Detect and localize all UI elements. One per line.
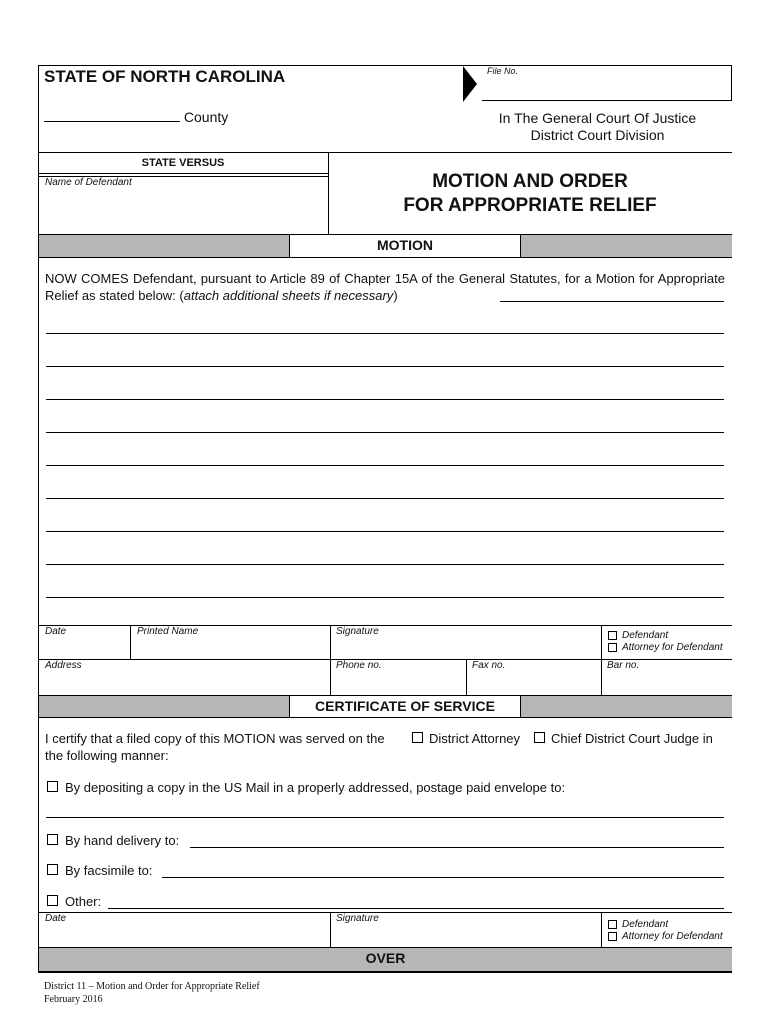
motion-line[interactable] xyxy=(46,564,724,565)
footer-line-2: February 2016 xyxy=(44,994,103,1005)
printed-name-label: Printed Name xyxy=(137,626,199,637)
right-border-top xyxy=(731,65,732,101)
court-info xyxy=(470,110,725,144)
form-title xyxy=(329,170,731,218)
defendant-name-field[interactable] xyxy=(40,188,326,232)
district-attorney-checkbox[interactable] xyxy=(412,732,423,743)
motion-defendant-checkbox[interactable] xyxy=(608,631,617,640)
state-title: STATE OF NORTH CAROLINA xyxy=(44,67,286,86)
cert-bar-div-r xyxy=(520,695,521,718)
cert-intro: I certify that a filed copy of this MOTION was served on the xyxy=(45,731,385,746)
cert-manner: the following manner: xyxy=(45,748,169,763)
state-versus: STATE VERSUS xyxy=(141,157,225,169)
hand-delivery-label: By hand delivery to: xyxy=(65,833,180,848)
cert-fields-top xyxy=(38,912,732,913)
motion-line[interactable] xyxy=(46,531,724,532)
cert-bar-left-shade xyxy=(39,696,289,717)
mail-label: By depositing a copy in the US Mail in a properly addressed, postage paid envelope to: xyxy=(65,780,566,795)
over-label: OVER xyxy=(365,950,406,966)
county-field[interactable] xyxy=(44,108,228,125)
cert-bar-bottom xyxy=(38,717,732,718)
hand-delivery-line[interactable] xyxy=(190,847,724,848)
div-sig-role xyxy=(601,625,602,695)
motion-first-line[interactable] xyxy=(500,301,724,302)
div-name-sig xyxy=(330,625,331,695)
motion-bar-div-r xyxy=(520,234,521,258)
other-label: Other: xyxy=(65,894,102,909)
footer xyxy=(44,980,260,1006)
court-line-1: In The General Court Of Justice xyxy=(498,110,697,126)
motion-line[interactable] xyxy=(46,498,724,499)
defendant-name-label: Name of Defendant xyxy=(45,177,132,188)
motion-defendant-label: Defendant xyxy=(622,630,669,641)
cert-date-label: Date xyxy=(45,913,67,924)
motion-body: NOW COMES Defendant, pursuant to Article 89 of Chapter 15A of the General Statutes, for a Motion for Appropriate Relief as stated below: (attach additional sheets if necessary) xyxy=(45,271,725,303)
top-border xyxy=(38,65,732,66)
footer-line-1: District 11 – Motion and Order for Appropriate Relief xyxy=(44,981,260,992)
cert-bar-right-shade xyxy=(521,696,732,717)
motion-date-label: Date xyxy=(45,626,67,637)
motion-heading: MOTION xyxy=(377,237,433,253)
other-line[interactable] xyxy=(108,908,724,909)
motion-line[interactable] xyxy=(46,597,724,598)
file-no-arrow-icon xyxy=(463,66,479,102)
hand-delivery-checkbox[interactable] xyxy=(47,834,58,845)
div-phone-fax xyxy=(466,659,467,695)
motion-line[interactable] xyxy=(46,333,724,334)
left-border xyxy=(38,65,39,973)
facsimile-label: By facsimile to: xyxy=(65,863,153,878)
motion-signature-label: Signature xyxy=(336,626,379,637)
address-label: Address xyxy=(45,660,82,671)
chief-judge-checkbox[interactable] xyxy=(534,732,545,743)
other-checkbox[interactable] xyxy=(47,895,58,906)
motion-attorney-checkbox[interactable] xyxy=(608,643,617,652)
certificate-heading: CERTIFICATE OF SERVICE xyxy=(315,698,495,714)
div-date-name xyxy=(130,625,131,659)
court-line-2: District Court Division xyxy=(530,127,665,143)
cert-attorney-checkbox[interactable] xyxy=(608,932,617,941)
motion-bar-bottom xyxy=(38,257,732,258)
mail-address-line[interactable] xyxy=(46,817,724,818)
motion-line[interactable] xyxy=(46,432,724,433)
motion-bar-right-shade xyxy=(521,235,732,257)
cert-signature-label: Signature xyxy=(336,913,379,924)
motion-bar-left-shade xyxy=(39,235,289,257)
district-attorney-label: District Attorney xyxy=(429,731,521,746)
motion-line[interactable] xyxy=(46,399,724,400)
file-no-line[interactable] xyxy=(482,100,732,101)
cert-defendant-label: Defendant xyxy=(622,919,669,930)
cert-defendant-checkbox[interactable] xyxy=(608,920,617,929)
facsimile-checkbox[interactable] xyxy=(47,864,58,875)
motion-line[interactable] xyxy=(46,465,724,466)
cert-div-sig-role xyxy=(601,912,602,947)
facsimile-line[interactable] xyxy=(162,877,724,878)
fax-label: Fax no. xyxy=(472,660,506,671)
file-no-label: File No. xyxy=(487,66,519,76)
cert-div-date-sig xyxy=(330,912,331,947)
cert-attorney-label: Attorney for Defendant xyxy=(622,931,723,942)
chief-judge-label: Chief District Court Judge in xyxy=(551,731,713,746)
county-label: County xyxy=(183,109,229,125)
motion-attorney-label: Attorney for Defendant xyxy=(622,642,723,653)
phone-label: Phone no. xyxy=(336,660,382,671)
state-versus-line xyxy=(38,173,328,174)
form-title-line-1: MOTION AND ORDER xyxy=(432,171,628,192)
mail-checkbox[interactable] xyxy=(47,781,58,792)
bar-no-label: Bar no. xyxy=(607,660,640,671)
motion-line[interactable] xyxy=(46,366,724,367)
over-bar-bottom xyxy=(38,971,732,973)
parties-top-border xyxy=(38,152,732,153)
form-title-line-2: FOR APPROPRIATE RELIEF xyxy=(403,195,657,216)
